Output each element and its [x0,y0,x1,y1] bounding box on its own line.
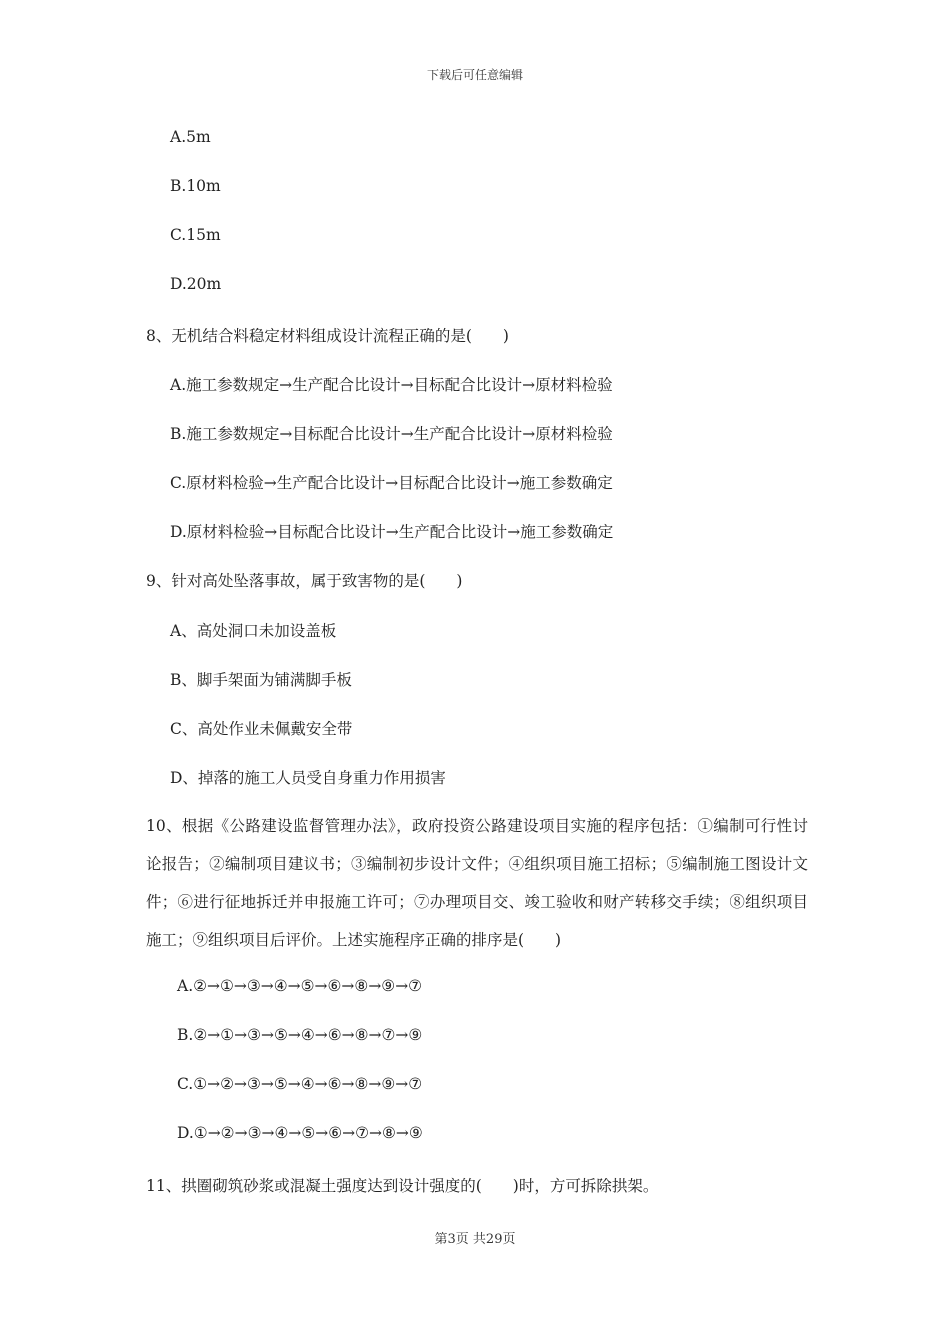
q8-option-b: B.施工参数规定→目标配合比设计→生产配合比设计→原材料检验 [170,425,613,443]
q10-stem: 10、根据《公路建设监督管理办法》，政府投资公路建设项目实施的程序包括：①编制可行性讨论报告；②编制项目建议书；③编制初步设计文件；④组织项目施工招标；⑤编制施工图设计文件；⑥进行征地拆迁并申报施工许可；⑦办理项目交、竣工验收和财产转移交手续；⑧组织项目施工；⑨组织项目后评价。上述实施程序正确的排序是( ) [146,817,808,949]
q9-option-a: A、高处洞口未加设盖板 [170,622,337,640]
q10-option-c: C.①→②→③→⑤→④→⑥→⑧→⑨→⑦ [177,1075,423,1093]
q7-option-b: B.10m [170,177,221,195]
q7-option-a: A.5m [170,128,211,146]
q7-option-c: C.15m [170,226,221,244]
q10-option-d: D.①→②→③→④→⑤→⑥→⑦→⑧→⑨ [177,1124,423,1142]
q9-option-b: B、脚手架面为铺满脚手板 [170,671,352,689]
q10-option-a: A.②→①→③→④→⑤→⑥→⑧→⑨→⑦ [177,977,423,995]
q9-option-d: D、掉落的施工人员受自身重力作用损害 [170,769,446,787]
q11-stem: 11、拱圈砌筑砂浆或混凝土强度达到设计强度的( )时，方可拆除拱架。 [146,1177,659,1195]
q8-option-a: A.施工参数规定→生产配合比设计→目标配合比设计→原材料检验 [170,376,613,394]
q9-stem: 9、针对高处坠落事故，属于致害物的是( ) [146,572,463,590]
q8-option-c: C.原材料检验→生产配合比设计→目标配合比设计→施工参数确定 [170,474,613,492]
q7-option-d: D.20m [170,275,222,293]
q10-option-b: B.②→①→③→⑤→④→⑥→⑧→⑦→⑨ [177,1026,423,1044]
q9-option-c: C、高处作业未佩戴安全带 [170,720,353,738]
page-footer-number: 第3页 共29页 [434,1232,516,1247]
q8-stem: 8、无机结合料稳定材料组成设计流程正确的是( ) [146,327,509,345]
q8-option-d: D.原材料检验→目标配合比设计→生产配合比设计→施工参数确定 [170,523,614,541]
page-header-note: 下载后可任意编辑 [426,68,523,82]
